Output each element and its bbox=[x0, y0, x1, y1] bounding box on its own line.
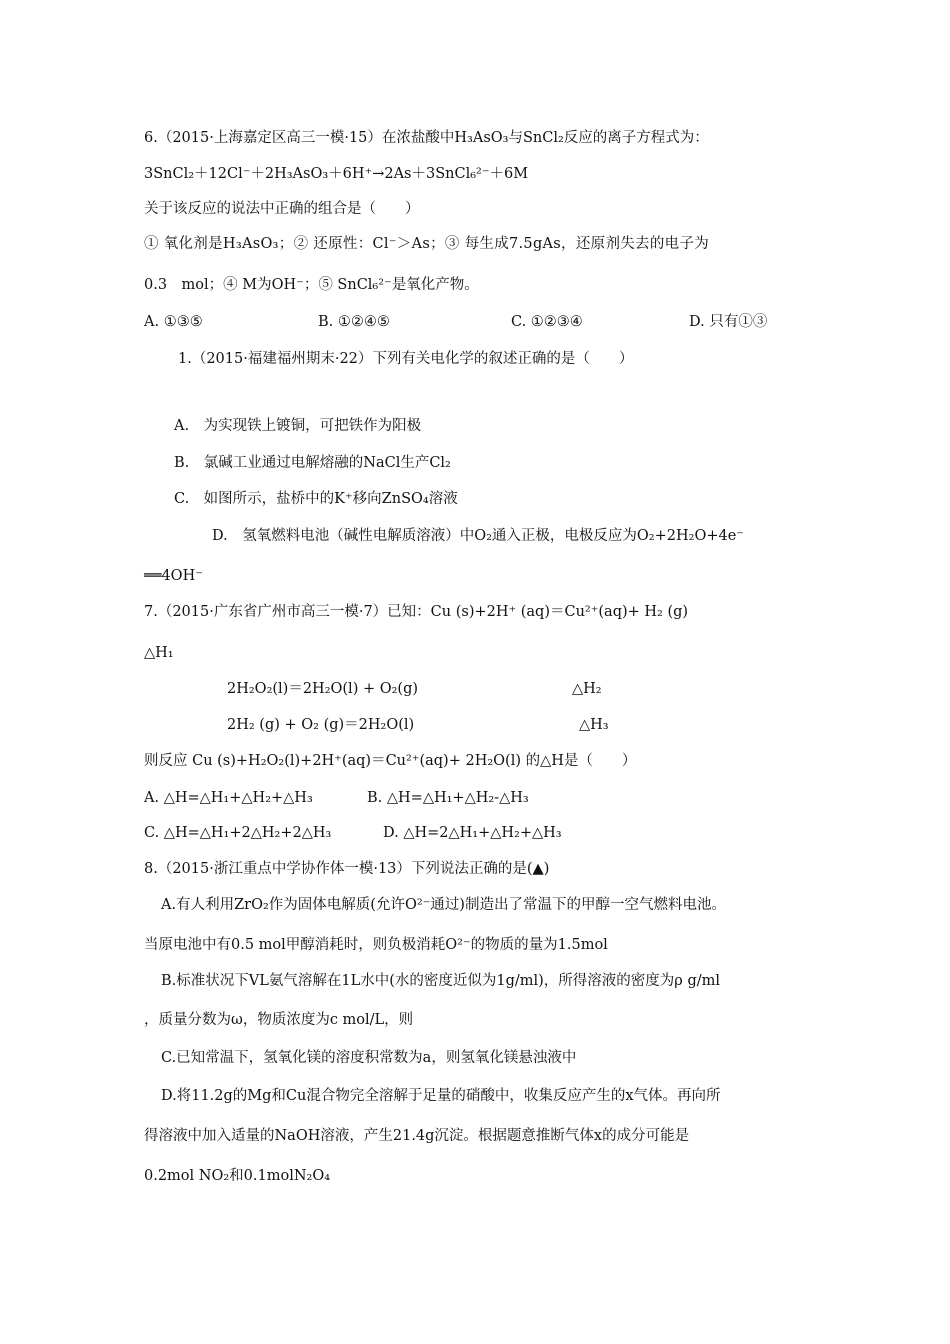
q8-option-b-line1: B.标准状况下VL氨气溶解在1L水中(水的密度近似为1g/ml)，所得溶液的密度为ρ g/ml bbox=[161, 973, 720, 989]
q7-option-c: C. △H=△H₁+2△H₂+2△H₃ bbox=[144, 825, 332, 841]
q1-option-c: C. 如图所示，盐桥中的K⁺移向ZnSO₄溶液 bbox=[174, 491, 458, 507]
q7-equation-2: 2H₂O₂(l)＝2H₂O(l) + O₂(g) bbox=[227, 681, 419, 697]
q6-option-d: D. 只有①③ bbox=[689, 314, 768, 330]
q6-statements-line2: 0.3 mol；④ M为OH⁻；⑤ SnCl₆²⁻是氧化产物。 bbox=[144, 277, 479, 293]
q8-option-c-line1: C.已知常温下，氢氧化镁的溶度积常数为a，则氢氧化镁悬浊液中 bbox=[161, 1050, 577, 1066]
q8-head: 8.（2015·浙江重点中学协作体一模·13）下列说法正确的是(▲) bbox=[144, 861, 550, 877]
q8-option-a-line1: A.有人利用ZrO₂作为固体电解质(允许O²⁻通过)制造出了常温下的甲醇一空气燃料电池。 bbox=[161, 897, 726, 913]
q7-dh2: △H₂ bbox=[572, 681, 602, 697]
q7-option-b: B. △H=△H₁+△H₂-△H₃ bbox=[367, 790, 529, 806]
q7-option-a: A. △H=△H₁+△H₂+△H₃ bbox=[144, 790, 313, 806]
q6-equation: 3SnCl₂＋12Cl⁻＋2H₃AsO₃＋6H⁺→2As＋3SnCl₆²⁻＋6M bbox=[144, 166, 529, 182]
q6-option-c: C. ①②③④ bbox=[511, 314, 583, 330]
q8-option-b-line2: ，质量分数为ω，物质浓度为c mol/L，则 bbox=[144, 1012, 414, 1028]
q7-dh3: △H₃ bbox=[579, 717, 609, 733]
q7-option-d: D. △H=2△H₁+△H₂+△H₃ bbox=[383, 825, 562, 841]
q6-option-b: B. ①②④⑤ bbox=[318, 314, 390, 330]
q8-option-d-line3: 0.2mol NO₂和0.1molN₂O₄ bbox=[144, 1168, 331, 1184]
q7-stem: 则反应 Cu (s)+H₂O₂(l)+2H⁺(aq)＝Cu²⁺(aq)+ 2H₂O(l) 的△H是（ ） bbox=[144, 753, 637, 769]
q6-option-a: A. ①③⑤ bbox=[144, 314, 203, 330]
q1-option-a: A. 为实现铁上镀铜，可把铁作为阳极 bbox=[174, 418, 422, 434]
q8-option-d-line1: D.将11.2g的Mg和Cu混合物完全溶解于足量的硝酸中，收集反应产生的x气体。再向所 bbox=[161, 1088, 721, 1104]
q1-option-d-continued: ══4OH⁻ bbox=[144, 568, 203, 584]
q7-head: 7.（2015·广东省广州市高三一模·7）已知：Cu (s)+2H⁺ (aq)＝Cu²⁺(aq)+ H₂ (g) bbox=[144, 604, 689, 620]
q6-head: 6.（2015·上海嘉定区高三一模·15）在浓盐酸中H₃AsO₃与SnCl₂反应的离子方程式为： bbox=[144, 130, 709, 146]
q8-option-d-line2: 得溶液中加入适量的NaOH溶液，产生21.4g沉淀。根据题意推断气体x的成分可能是 bbox=[144, 1128, 690, 1144]
q1-option-b: B. 氯碱工业通过电解熔融的NaCl生产Cl₂ bbox=[174, 455, 451, 471]
q8-option-a-line2: 当原电池中有0.5 mol甲醇消耗时，则负极消耗O²⁻的物质的量为1.5mol bbox=[144, 937, 608, 953]
q6-statements-line1: ① 氧化剂是H₃AsO₃；② 还原性：Cl⁻＞As；③ 每生成7.5gAs，还原剂失去的电子为 bbox=[144, 236, 710, 252]
q6-stem: 关于该反应的说法中正确的组合是（ ） bbox=[144, 201, 420, 217]
q7-dh1: △H₁ bbox=[144, 645, 174, 661]
q1-option-d: D. 氢氧燃料电池（碱性电解质溶液）中O₂通入正极，电极反应为O₂+2H₂O+4e⁻ bbox=[212, 528, 744, 544]
q7-equation-3: 2H₂ (g) + O₂ (g)＝2H₂O(l) bbox=[227, 717, 415, 733]
q1-head: 1.（2015·福建福州期末·22）下列有关电化学的叙述正确的是（ ） bbox=[178, 351, 634, 367]
